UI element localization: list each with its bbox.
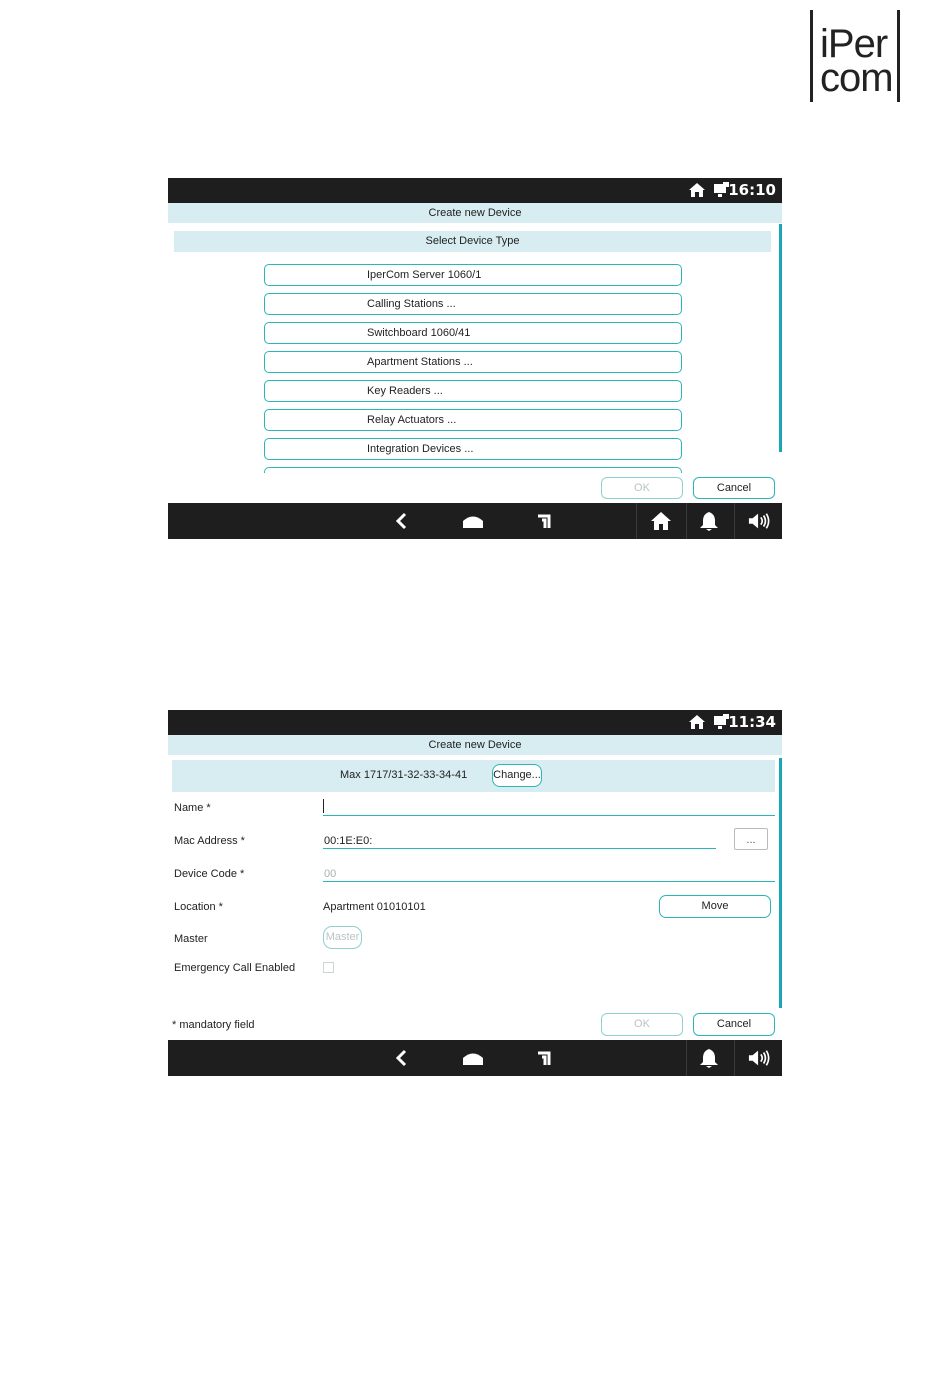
logo-bar-left: [810, 10, 813, 102]
house-icon[interactable]: [650, 511, 672, 531]
device-type-item[interactable]: Integration Devices ...: [264, 438, 682, 460]
home-status-icon: [688, 181, 706, 199]
bell-icon[interactable]: [698, 1048, 720, 1068]
status-bar: [168, 178, 782, 203]
scrollbar[interactable]: [779, 758, 782, 1008]
nav-separator: [734, 503, 735, 539]
ok-button[interactable]: OK: [601, 1013, 683, 1036]
name-label: Name *: [174, 802, 211, 814]
nav-separator: [734, 1040, 735, 1076]
change-device-button[interactable]: Change...: [492, 764, 542, 787]
nav-separator: [636, 503, 637, 539]
logo-text-top: iPer: [820, 22, 888, 66]
screen-select-device-type: [168, 178, 782, 539]
device-type-item-partial[interactable]: [264, 467, 682, 473]
mandatory-note: * mandatory field: [172, 1019, 255, 1031]
device-code-underline[interactable]: [323, 881, 775, 882]
mac-address-label: Mac Address *: [174, 835, 245, 847]
nav-separator: [686, 503, 687, 539]
device-type-item[interactable]: Apartment Stations ...: [264, 351, 682, 373]
cancel-button[interactable]: Cancel: [693, 1013, 775, 1036]
volume-icon[interactable]: [748, 1048, 770, 1068]
dialog-title: Create new Device: [168, 203, 782, 223]
cancel-button[interactable]: Cancel: [693, 477, 775, 499]
ok-button[interactable]: OK: [601, 477, 683, 499]
recent-apps-icon[interactable]: [534, 1048, 556, 1068]
back-icon[interactable]: [391, 1048, 413, 1068]
status-time: 16:10: [728, 181, 776, 199]
status-time: 11:34: [728, 713, 776, 731]
device-type-item[interactable]: Key Readers ...: [264, 380, 682, 402]
logo-bar-right: [897, 10, 900, 102]
device-type-item[interactable]: Calling Stations ...: [264, 293, 682, 315]
text-cursor: [323, 799, 324, 813]
nav-separator: [686, 1040, 687, 1076]
section-title: Select Device Type: [174, 231, 771, 252]
master-label: Master: [174, 933, 208, 945]
device-model: Max 1717/31-32-33-34-41: [340, 769, 468, 781]
scrollbar[interactable]: [779, 224, 782, 452]
ipercom-logo: [810, 10, 900, 102]
mac-more-button[interactable]: ...: [734, 828, 768, 850]
back-icon[interactable]: [391, 511, 413, 531]
mac-field-underline[interactable]: [323, 848, 716, 849]
location-value: Apartment 01010101: [323, 901, 426, 913]
logo-text-bottom: com: [820, 56, 893, 100]
move-button[interactable]: Move: [659, 895, 771, 918]
dialog-title: Create new Device: [168, 735, 782, 755]
bell-icon[interactable]: [698, 511, 720, 531]
device-type-item[interactable]: IperCom Server 1060/1: [264, 264, 682, 286]
device-code-field[interactable]: 00: [324, 868, 337, 880]
device-code-label: Device Code *: [174, 868, 245, 880]
location-label: Location *: [174, 901, 223, 913]
home-status-icon: [688, 713, 706, 731]
emergency-call-checkbox[interactable]: [323, 962, 334, 973]
device-model-header: [172, 760, 775, 792]
master-toggle[interactable]: Master: [323, 926, 362, 949]
device-type-item[interactable]: Relay Actuators ...: [264, 409, 682, 431]
screen-device-details: [168, 710, 782, 1076]
name-field-underline[interactable]: [323, 815, 775, 816]
home-icon[interactable]: [462, 1048, 484, 1068]
mac-address-field[interactable]: 00:1E:E0:: [324, 835, 373, 847]
status-bar: [168, 710, 782, 735]
volume-icon[interactable]: [748, 511, 770, 531]
recent-apps-icon[interactable]: [534, 511, 556, 531]
navigation-bar: [168, 503, 782, 539]
device-type-item[interactable]: Switchboard 1060/41: [264, 322, 682, 344]
home-icon[interactable]: [462, 511, 484, 531]
navigation-bar: [168, 1040, 782, 1076]
emergency-call-label: Emergency Call Enabled: [174, 962, 296, 974]
